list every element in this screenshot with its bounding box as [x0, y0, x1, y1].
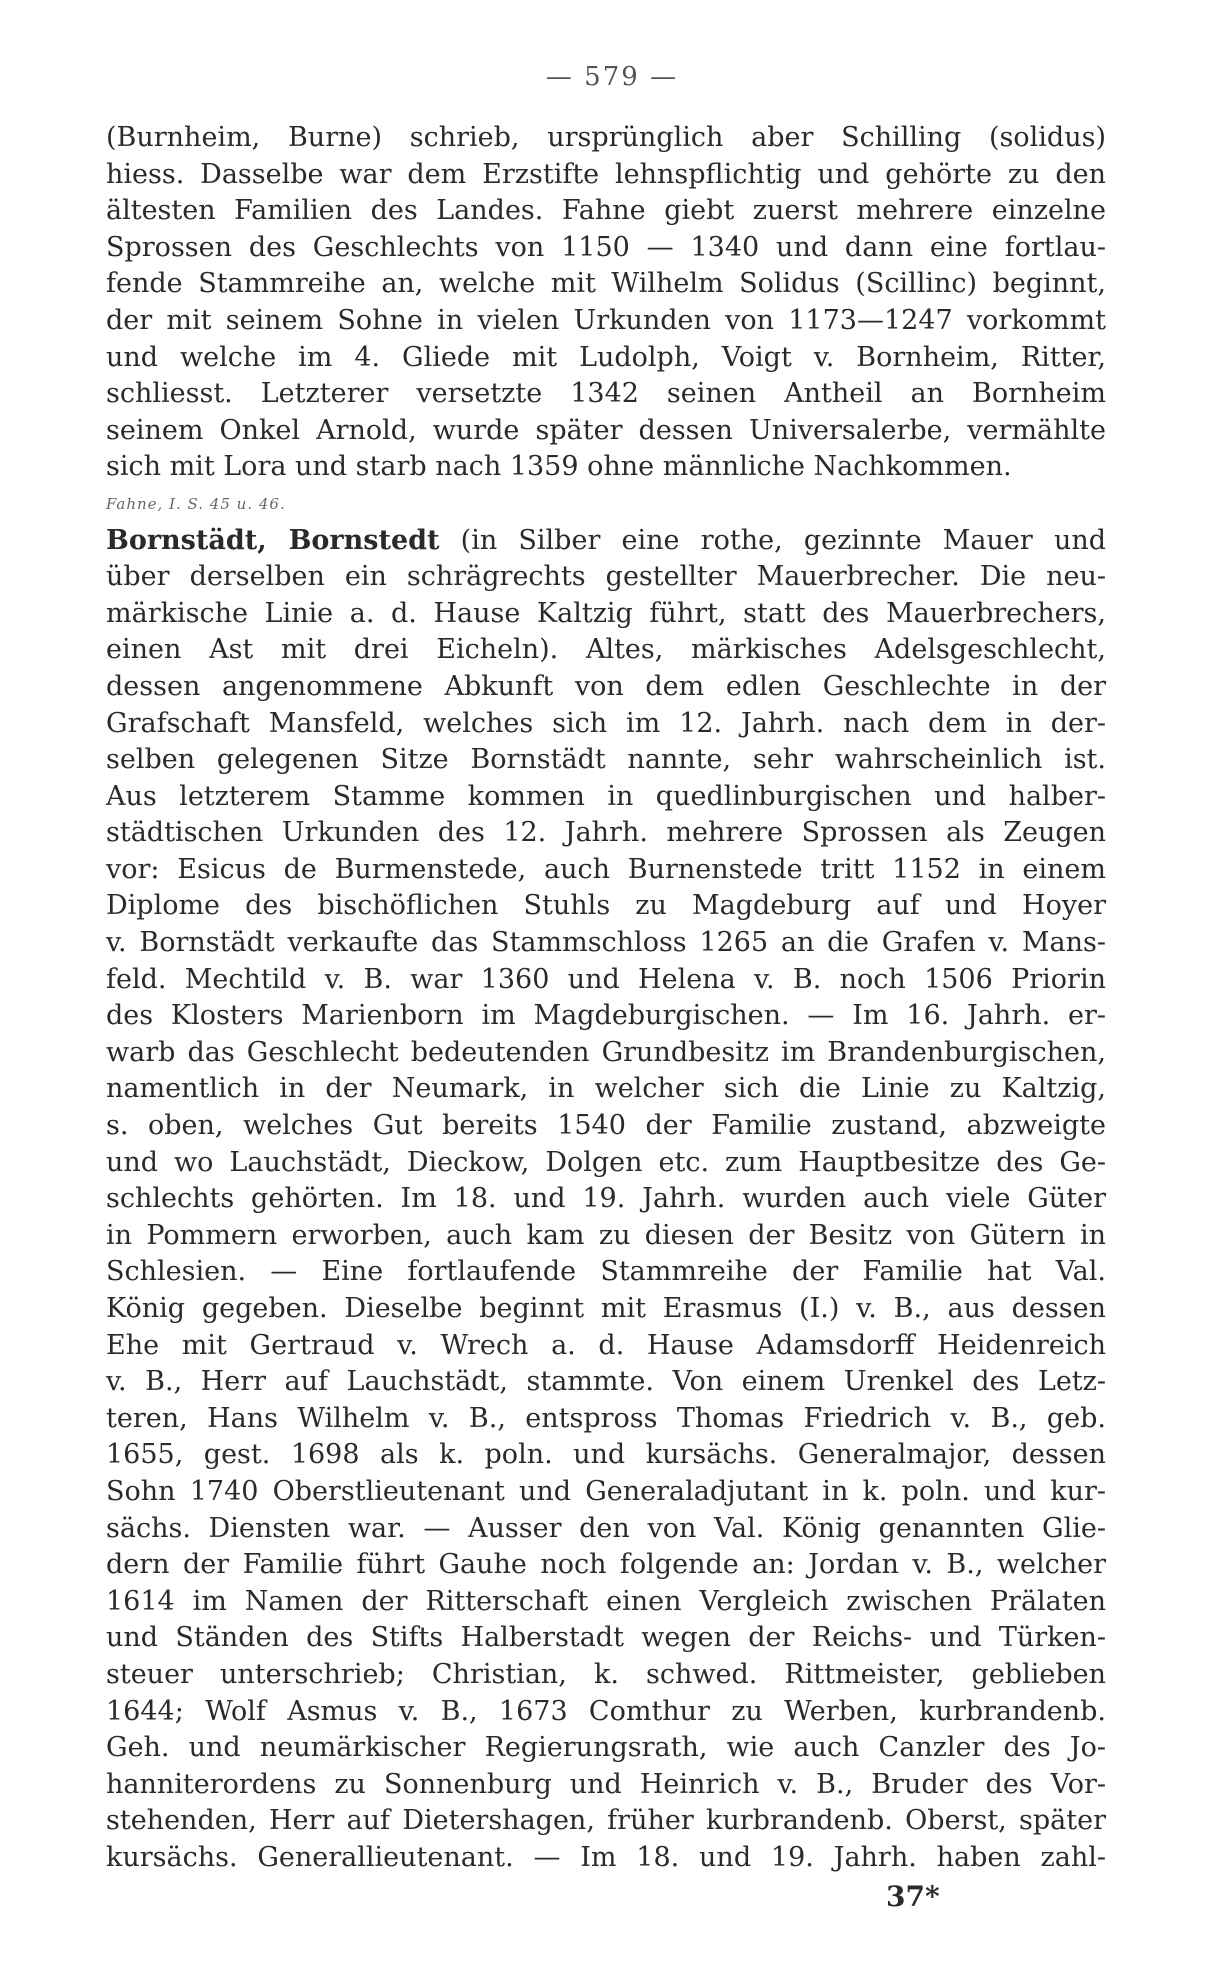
text-line: teren, Hans Wilhelm v. B., entspross Thomas Friedrich v. B., geb. [106, 1402, 1106, 1434]
body-text [106, 120, 1106, 1877]
text-line: einen Ast mit drei Eicheln). Altes, märkisches Adelsgeschlecht, [106, 634, 1106, 666]
text-line: v. B., Herr auf Lauchstädt, stammte. Von einem Urenkel des Letz- [106, 1366, 1106, 1398]
text-line: Geh. und neumärkischer Regierungsrath, wie auch Canzler des Jo- [106, 1732, 1106, 1764]
text-line: Grafschaft Mansfeld, welches sich im 12. Jahrh. nach dem in der- [106, 707, 1106, 739]
text-line: schlechts gehörten. Im 18. und 19. Jahrh. wurden auch viele Güter [106, 1183, 1106, 1215]
text-line: Sohn 1740 Oberstlieutenant und Generaladjutant in k. poln. und kur- [106, 1475, 1106, 1507]
text-line: ältesten Familien des Landes. Fahne giebt zuerst mehrere einzelne [106, 195, 1106, 227]
text-line: hanniterordens zu Sonnenburg und Heinrich v. B., Bruder des Vor- [106, 1768, 1106, 1800]
text-line: und Ständen des Stifts Halberstadt wegen der Reichs- und Türken- [106, 1622, 1106, 1654]
text-line: kursächs. Generallieutenant. — Im 18. und 19. Jahrh. haben zahl- [106, 1841, 1106, 1873]
text-line: Sprossen des Geschlechts von 1150 — 1340 und dann eine fortlau- [106, 231, 1106, 263]
text-line: seinem Onkel Arnold, wurde später dessen Universalerbe, vermählte [106, 414, 1106, 446]
text-line: des Klosters Marienborn im Magdeburgischen. — Im 16. Jahrh. er- [106, 1000, 1106, 1032]
text-line: städtischen Urkunden des 12. Jahrh. mehrere Sprossen als Zeugen [106, 817, 1106, 849]
text-line: dessen angenommene Abkunft von dem edlen Geschlechte in der [106, 670, 1106, 702]
text-line: stehenden, Herr auf Dietershagen, früher kurbrandenb. Oberst, später [106, 1805, 1106, 1837]
text-line: warb das Geschlecht bedeutenden Grundbesitz im Brandenburgischen, [106, 1036, 1106, 1068]
text-line: und wo Lauchstädt, Dieckow, Dolgen etc. zum Hauptbesitze des Ge- [106, 1146, 1106, 1178]
text-line: Diplome des bischöflichen Stuhls zu Magdeburg auf und Hoyer [106, 890, 1106, 922]
text-line: v. Bornstädt verkaufte das Stammschloss 1265 an die Grafen v. Mans- [106, 927, 1106, 959]
text-line: und welche im 4. Gliede mit Ludolph, Voigt v. Bornheim, Ritter, [106, 341, 1106, 373]
text-line: sächs. Diensten war. — Ausser den von Val. König genannten Glie- [106, 1512, 1106, 1544]
entry-heading-line [106, 523, 1106, 560]
text-line: vor: Esicus de Burmenstede, auch Burnenstede tritt 1152 in einem [106, 853, 1106, 885]
text-line: Aus letzterem Stamme kommen in quedlinburgischen und halber- [106, 780, 1106, 812]
text-line: sich mit Lora und starb nach 1359 ohne männliche Nachkommen. [106, 451, 1012, 483]
text-line: Schlesien. — Eine fortlaufende Stammreihe der Familie hat Val. [106, 1256, 1106, 1288]
text-line: in Pommern erworben, auch kam zu diesen der Besitz von Gütern in [106, 1219, 1106, 1251]
text-line: namentlich in der Neumark, in welcher sich die Linie zu Kaltzig, [106, 1073, 1106, 1105]
text-line: (Burnheim, Burne) schrieb, ursprünglich aber Schilling (solidus) [106, 122, 1106, 153]
entry-heading: Bornstädt, Bornstedt [106, 524, 440, 556]
text-line: 1644; Wolf Asmus v. B., 1673 Comthur zu Werben, kurbrandenb. [106, 1695, 1106, 1727]
text-line: hiess. Dasselbe war dem Erzstifte lehnspflichtig und gehörte zu den [106, 158, 1106, 190]
text-line: fende Stammreihe an, welche mit Wilhelm Solidus (Scillinc) beginnt, [106, 268, 1106, 300]
text-line: König gegeben. Dieselbe beginnt mit Erasmus (I.) v. B., aus dessen [106, 1293, 1106, 1324]
text-line: der mit seinem Sohne in vielen Urkunden von 1173—1247 vorkommt [106, 304, 1106, 336]
text-line: dern der Familie führt Gauhe noch folgende an: Jordan v. B., welcher [106, 1549, 1106, 1581]
page-number: — 579 — [545, 62, 679, 92]
text-line: 1614 im Namen der Ritterschaft einen Vergleich zwischen Prälaten [106, 1585, 1106, 1617]
text-line: selben gelegenen Sitze Bornstädt nannte, sehr wahrscheinlich ist. [106, 744, 1106, 776]
signature-mark: 37* [886, 1880, 940, 1913]
text-line: feld. Mechtild v. B. war 1360 und Helena v. B. noch 1506 Priorin [106, 963, 1106, 995]
entry-heading-rest: (in Silber eine rothe, gezinnte Mauer und [439, 524, 1107, 556]
text-line: schliesst. Letzterer versetzte 1342 seinen Antheil an Bornheim [106, 378, 1106, 410]
text-line: 1655, gest. 1698 als k. poln. und kursächs. Generalmajor, dessen [106, 1439, 1106, 1471]
source-reference: Fahne, I. S. 45 u. 46. [106, 494, 286, 513]
text-line: steuer unterschrieb; Christian, k. schwed. Rittmeister, geblieben [106, 1658, 1106, 1690]
text-line: s. oben, welches Gut bereits 1540 der Familie zustand, abzweigte [106, 1110, 1106, 1142]
text-line: über derselben ein schrägrechts gestellter Mauerbrecher. Die neu- [106, 561, 1106, 593]
text-line: märkische Linie a. d. Hause Kaltzig führt, statt des Mauerbrechers, [106, 597, 1106, 629]
text-line: Ehe mit Gertraud v. Wrech a. d. Hause Adamsdorff Heidenreich [106, 1329, 1106, 1361]
